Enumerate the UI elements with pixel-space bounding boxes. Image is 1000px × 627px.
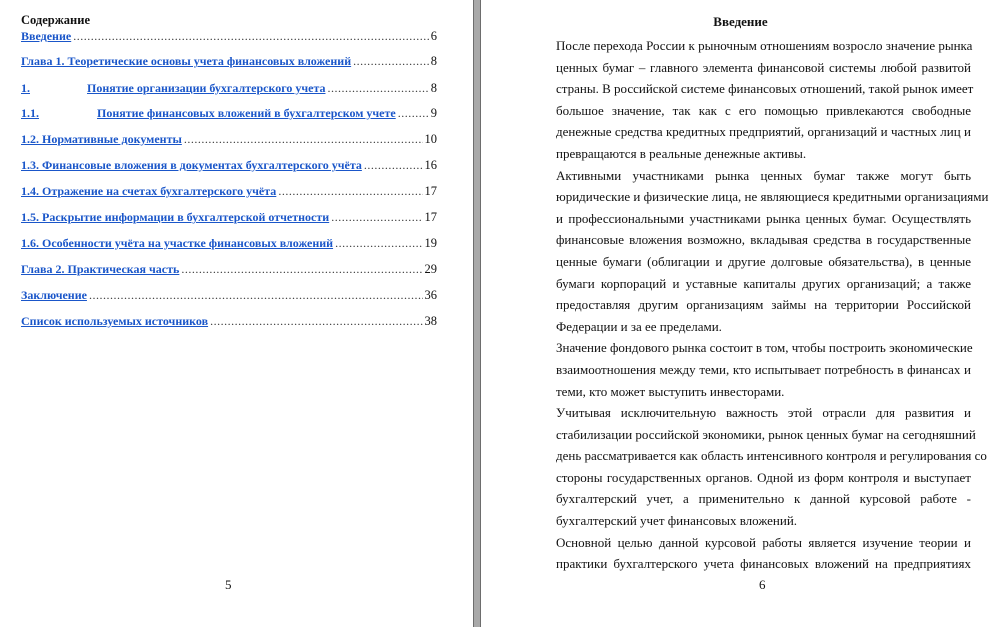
section-heading: Введение xyxy=(713,14,768,29)
toc-entry-link[interactable]: Заключение xyxy=(21,288,87,302)
text-line: ценных бумаг – главного элемента финансовой системы любой развитой xyxy=(556,59,971,75)
toc-entry[interactable] xyxy=(21,54,437,70)
toc-entry-page: 38 xyxy=(424,314,437,328)
toc-title: Содержание xyxy=(21,13,91,27)
toc-entry-link[interactable]: Глава 2. Практическая часть xyxy=(21,262,180,276)
text-line: теми, кто может выступить инвесторами. xyxy=(556,383,785,399)
toc-dot-leader xyxy=(73,29,429,44)
toc-entry[interactable] xyxy=(21,106,437,122)
toc-dot-leader xyxy=(353,54,429,69)
toc-entry-link[interactable]: Список используемых источников xyxy=(21,314,209,328)
toc-entry[interactable] xyxy=(21,158,437,174)
toc-entry-number[interactable]: 1.1. xyxy=(21,106,39,120)
toc-dot-leader xyxy=(89,288,423,303)
text-line: Основной целью данной курсовой работы является изучение теории и xyxy=(556,534,971,550)
text-line: день рассматривается как область интенсивного контроля и регулирования со xyxy=(556,448,987,464)
document-page-5 xyxy=(0,0,473,627)
toc-entry-page: 6 xyxy=(430,29,437,43)
toc-dot-leader xyxy=(210,314,422,329)
text-line: практики бухгалтерского учета финансовых вложений на предприятиях xyxy=(556,556,971,572)
toc-entry-link[interactable]: Введение xyxy=(21,29,72,43)
text-line: бухгалтерский учет финансовых вложений. xyxy=(556,513,798,529)
text-line: страны. В российской системе финансовых отношений, такой рынок имеет xyxy=(556,81,974,97)
toc-entry-page: 9 xyxy=(430,106,437,120)
toc-entry-number[interactable]: 1. xyxy=(21,81,30,95)
toc-entry-page: 17 xyxy=(424,210,437,224)
toc-dot-leader xyxy=(278,184,422,199)
toc-entry[interactable] xyxy=(21,210,437,226)
toc-entry-link[interactable]: Понятие организации бухгалтерского учета xyxy=(87,81,326,95)
toc-entry[interactable] xyxy=(21,314,437,330)
toc-entry-link[interactable]: Понятие финансовых вложений в бухгалтерском учете xyxy=(97,106,396,120)
text-line: стабилизации российской экономики, рынок ценных бумаг на сегодняшний xyxy=(556,426,976,442)
toc-entry-link[interactable]: 1.4. Отражение на счетах бухгалтерского учёта xyxy=(21,184,277,198)
text-line: превращаются в реальные денежные активы. xyxy=(556,145,807,161)
text-line: Федерации и за ее пределами. xyxy=(556,318,722,334)
text-line: Учитывая исключительную важность этой отрасли для развития и xyxy=(556,405,971,421)
toc-dot-leader xyxy=(331,210,422,225)
page-separator xyxy=(473,0,481,627)
text-line: юридические и физические лица, не являющиеся кредитными организациями xyxy=(556,189,989,205)
text-line: бухгалтерский учет, а применительно к данной курсовой работе - xyxy=(556,491,971,507)
paragraph xyxy=(556,165,989,338)
text-line: Значение фондового рынка состоит в том, чтобы построить экономические xyxy=(556,340,973,356)
paragraph xyxy=(556,35,974,165)
toc-entry[interactable] xyxy=(21,236,437,252)
text-line: Активными участниками рынка ценных бумаг также могут быть xyxy=(556,167,971,183)
text-line: предоставляя другим организациям займы на территории Российской xyxy=(556,297,971,313)
text-line: большое значение, так как с его помощью привлекаются свободные xyxy=(556,102,971,118)
toc-entry-page: 16 xyxy=(424,158,437,172)
text-line: стороны государственных органов. Одной из форм контроля и выступает xyxy=(556,469,971,485)
toc-dot-leader xyxy=(398,106,429,121)
toc-entry-page: 10 xyxy=(424,132,437,146)
toc-entry-link[interactable]: 1.2. Нормативные документы xyxy=(21,132,182,146)
toc-entry[interactable] xyxy=(21,81,437,97)
document-page-6 xyxy=(481,0,1000,627)
toc-entry-page: 36 xyxy=(424,288,437,302)
toc-entry-link[interactable]: 1.5. Раскрытие информации в бухгалтерской отчетности xyxy=(21,210,330,224)
toc-dot-leader xyxy=(184,132,423,147)
toc-entry-page: 19 xyxy=(424,236,437,250)
toc-entry[interactable] xyxy=(21,262,437,278)
toc-dot-leader xyxy=(181,262,422,277)
text-line: и профессиональными участниками рынка ценных бумаг. Осуществлять xyxy=(556,210,971,226)
paragraph xyxy=(556,532,971,575)
paragraph xyxy=(556,337,971,402)
text-line: денежные средства кредитных предприятий, организаций и частных лиц и xyxy=(556,124,971,140)
toc-entry[interactable] xyxy=(21,288,437,304)
toc-dot-leader xyxy=(335,236,422,251)
toc-entry[interactable] xyxy=(21,184,437,200)
toc-dot-leader xyxy=(364,158,423,173)
toc-entry-page: 8 xyxy=(430,81,437,95)
toc-entry[interactable] xyxy=(21,29,437,45)
toc-entry-link[interactable]: 1.3. Финансовые вложения в документах бухгалтерского учёта xyxy=(21,158,362,172)
text-line: бумаги корпораций и уставные капиталы других организаций; а также xyxy=(556,275,971,291)
text-line: взаимоотношения между теми, кто испытывает потребность в финансах и xyxy=(556,361,971,377)
text-line: финансовые вложения возможно, вкладывая средства в государственные xyxy=(556,232,971,248)
body-text xyxy=(556,35,989,575)
toc-dot-leader xyxy=(327,81,428,96)
paragraph xyxy=(556,402,987,532)
toc-entry[interactable] xyxy=(21,132,437,148)
toc-entry-page: 8 xyxy=(430,54,437,68)
page-number: 5 xyxy=(225,577,232,592)
page-number: 6 xyxy=(759,577,766,592)
text-line: ценные бумаги (облигации и другие долговые обязательства), в ценные xyxy=(556,253,971,269)
toc-entry-link[interactable]: Глава 1. Теоретические основы учета финансовых вложений xyxy=(21,54,352,68)
toc-entry-link[interactable]: 1.6. Особенности учёта на участке финансовых вложений xyxy=(21,236,334,250)
toc-entry-page: 29 xyxy=(424,262,437,276)
text-line: После перехода России к рыночным отношениям возросло значение рынка xyxy=(556,38,973,53)
toc-entry-page: 17 xyxy=(424,184,437,198)
